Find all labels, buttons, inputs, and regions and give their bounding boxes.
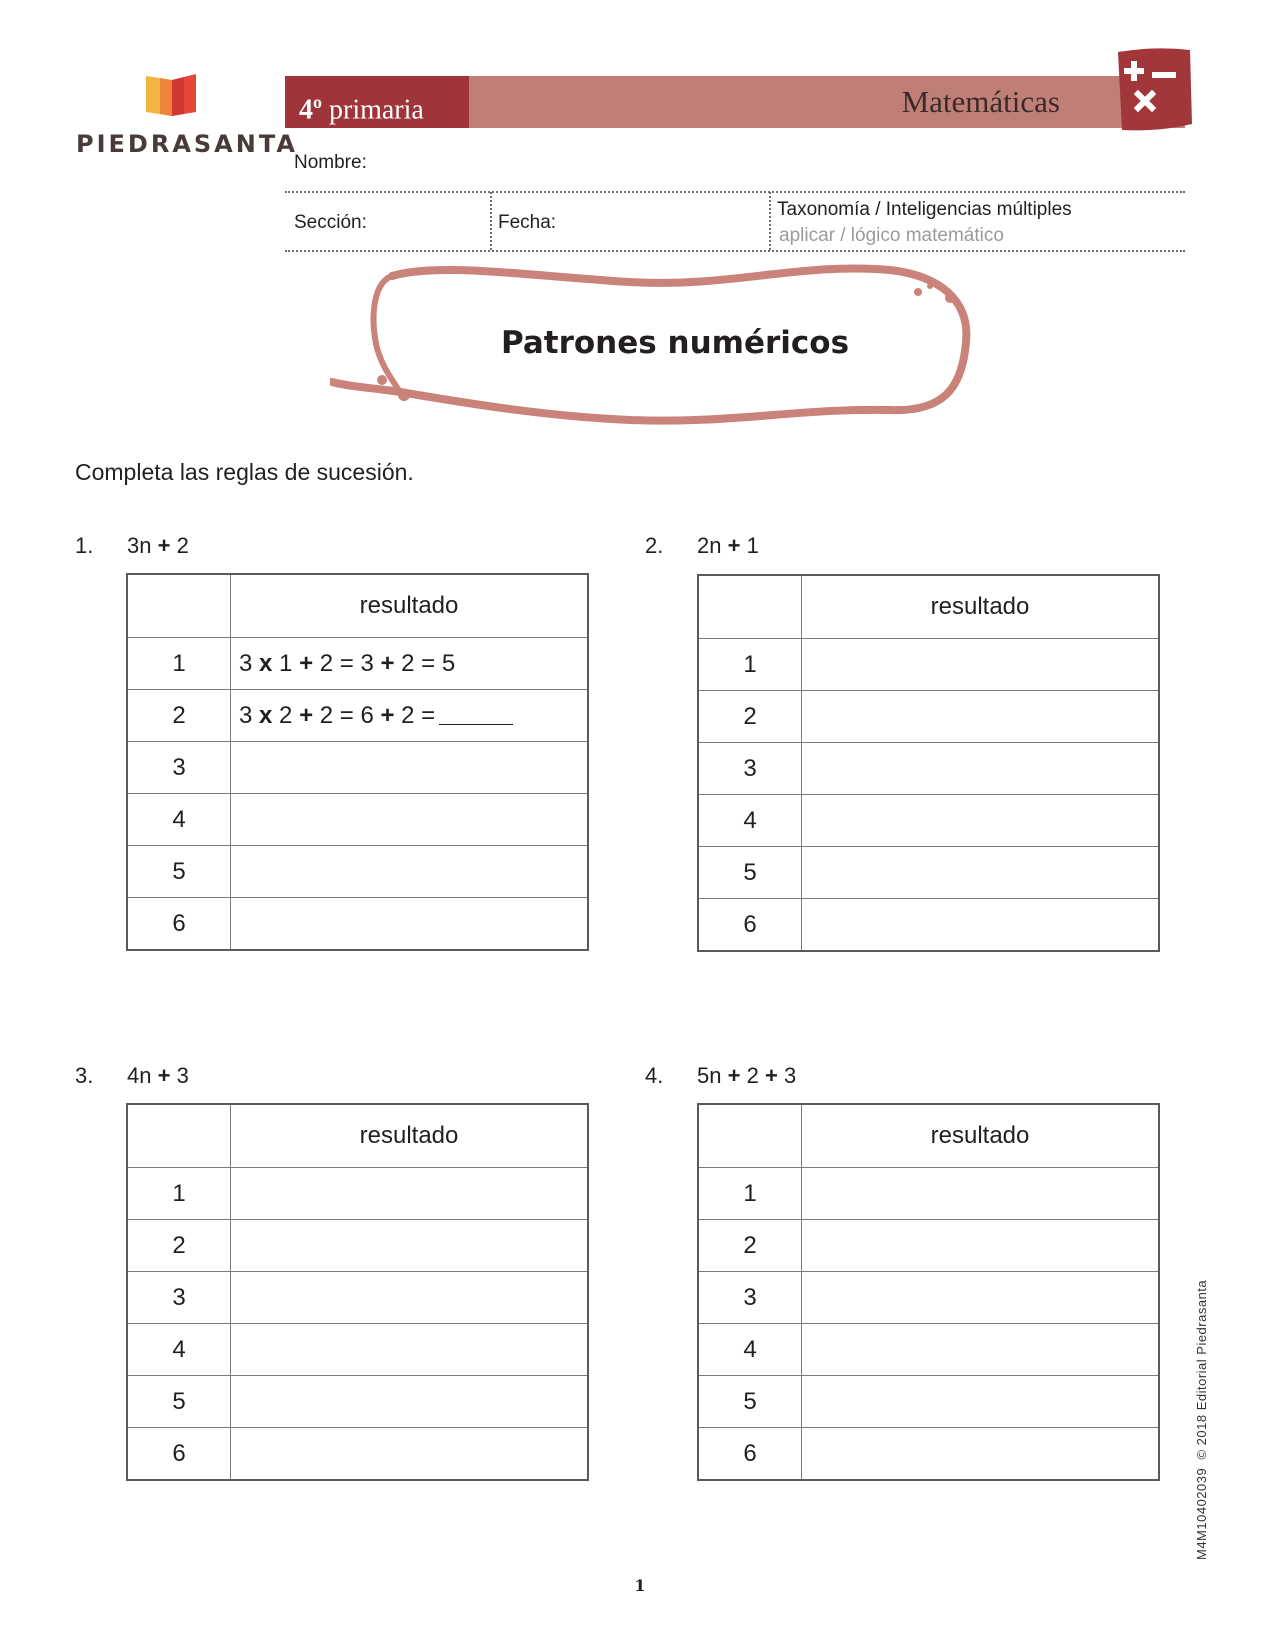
grade-label (285, 76, 469, 128)
row-result-cell[interactable] (231, 1272, 589, 1324)
exercise-3-label (75, 1063, 189, 1089)
math-operations-icon (1114, 46, 1194, 134)
exercise-number: 2. (645, 533, 664, 558)
table-row (698, 691, 1159, 743)
subject-title: Matemáticas (901, 84, 1060, 119)
row-index: 5 (698, 847, 802, 899)
row-result-cell[interactable] (231, 898, 589, 951)
divider-line (285, 250, 1185, 252)
row-result-cell[interactable] (231, 794, 589, 846)
row-index: 6 (127, 1428, 231, 1481)
row-index: 2 (698, 1220, 802, 1272)
table-row (698, 1220, 1159, 1272)
row-result-cell[interactable] (802, 1324, 1160, 1376)
table-row (127, 1220, 588, 1272)
row-index: 2 (127, 690, 231, 742)
table-row (127, 742, 588, 794)
row-index: 5 (698, 1376, 802, 1428)
page-number: 1 (634, 1576, 646, 1595)
table-header-row (127, 574, 588, 638)
row-index: 5 (127, 846, 231, 898)
row-index: 4 (127, 1324, 231, 1376)
table-row (698, 1168, 1159, 1220)
exercise-number: 3. (75, 1063, 94, 1088)
table-row (127, 1428, 588, 1481)
grade-number: 4 (299, 94, 313, 126)
row-index: 3 (127, 1272, 231, 1324)
seccion-field-label: Sección: (294, 212, 367, 233)
row-index: 6 (698, 1428, 802, 1481)
row-result-cell[interactable] (802, 795, 1160, 847)
table-header-n (698, 1104, 802, 1168)
row-index: 6 (127, 898, 231, 951)
table-row (698, 1376, 1159, 1428)
table-row (698, 1272, 1159, 1324)
divider-line (769, 192, 771, 250)
copyright-text: © 2018 Editorial Piedrasanta (1194, 1279, 1209, 1460)
row-index: 1 (698, 1168, 802, 1220)
exercise-4-label (645, 1063, 796, 1089)
row-result-partial[interactable]: 3 x 2 + 2 = 6 + 2 = (231, 690, 589, 742)
table-row (698, 795, 1159, 847)
taxonomia-label: Taxonomía / Inteligencias múltiples (777, 199, 1072, 220)
table-row (127, 794, 588, 846)
row-index: 3 (698, 743, 802, 795)
table-header-row (698, 575, 1159, 639)
row-result-worked-example: 3 x 1 + 2 = 3 + 2 = 5 (231, 638, 589, 690)
table-row (127, 1376, 588, 1428)
header-band (285, 76, 1185, 128)
row-result-cell[interactable] (802, 1428, 1160, 1481)
table-header-n (127, 1104, 231, 1168)
taxonomia-value: aplicar / lógico matemático (779, 225, 1004, 246)
table-row (127, 898, 588, 951)
row-index: 1 (127, 1168, 231, 1220)
table-header-result: resultado (231, 1104, 589, 1168)
product-code: M4M10402039 (1194, 1467, 1209, 1560)
row-index: 6 (698, 899, 802, 952)
row-result-cell[interactable] (231, 846, 589, 898)
row-result-cell[interactable] (802, 743, 1160, 795)
exercise-number: 1. (75, 533, 94, 558)
row-result-cell[interactable] (802, 1376, 1160, 1428)
row-index: 3 (698, 1272, 802, 1324)
table-row (698, 1428, 1159, 1481)
table-header-result: resultado (802, 575, 1160, 639)
row-result-cell[interactable] (802, 1272, 1160, 1324)
row-index: 3 (127, 742, 231, 794)
row-result-cell[interactable] (802, 639, 1160, 691)
table-row (127, 1324, 588, 1376)
table-header-result: resultado (231, 574, 589, 638)
table-row (127, 690, 588, 742)
exercise-1-label (75, 533, 189, 559)
exercise-4-table (697, 1103, 1160, 1481)
table-header-n (127, 574, 231, 638)
publication-code (1194, 1280, 1209, 1560)
row-index: 2 (127, 1220, 231, 1272)
row-index: 4 (127, 794, 231, 846)
divider-line (285, 191, 1185, 193)
table-row (127, 1168, 588, 1220)
row-index: 1 (698, 639, 802, 691)
row-index: 4 (698, 1324, 802, 1376)
row-result-cell[interactable] (231, 742, 589, 794)
row-index: 1 (127, 638, 231, 690)
table-row (698, 847, 1159, 899)
exercise-rule: 5n + 2 + 3 (697, 1063, 797, 1088)
table-row (698, 899, 1159, 952)
exercise-number: 4. (645, 1063, 664, 1088)
table-header-row (127, 1104, 588, 1168)
exercise-rule: 4n + 3 (127, 1063, 189, 1088)
row-index: 2 (698, 691, 802, 743)
row-result-cell[interactable] (231, 1376, 589, 1428)
instruction-text: Completa las reglas de sucesión. (75, 459, 414, 485)
table-header-result: resultado (802, 1104, 1160, 1168)
table-row (127, 638, 588, 690)
exercise-rule: 2n + 1 (697, 533, 759, 558)
book-logo-icon (76, 72, 286, 132)
grade-degree: o (313, 92, 322, 112)
row-result-cell[interactable] (802, 1168, 1160, 1220)
table-row (698, 639, 1159, 691)
table-row (127, 846, 588, 898)
row-result-cell[interactable] (231, 1220, 589, 1272)
fecha-field-label: Fecha: (498, 212, 557, 233)
exercise-3-table (126, 1103, 589, 1481)
row-result-cell[interactable] (802, 1220, 1160, 1272)
row-result-cell[interactable] (802, 847, 1160, 899)
brand-name: PIEDRASANTA (76, 130, 298, 158)
divider-line (490, 192, 492, 250)
table-row (698, 1324, 1159, 1376)
nombre-field-label: Nombre: (294, 152, 367, 173)
table-row (127, 1272, 588, 1324)
page-title: Patrones numéricos (500, 325, 850, 361)
grade-text: primaria (329, 94, 424, 126)
publisher-logo (76, 72, 298, 162)
row-result-cell[interactable] (802, 691, 1160, 743)
row-index: 4 (698, 795, 802, 847)
table-row (698, 743, 1159, 795)
exercise-2-label (645, 533, 759, 559)
exercise-2-table (697, 574, 1160, 952)
row-index: 5 (127, 1376, 231, 1428)
row-result-cell[interactable] (231, 1428, 589, 1481)
answer-blank[interactable] (439, 724, 513, 725)
exercise-rule: 3n + 2 (127, 533, 189, 558)
row-result-cell[interactable] (231, 1324, 589, 1376)
row-result-cell[interactable] (802, 899, 1160, 952)
table-header-row (698, 1104, 1159, 1168)
row-result-cell[interactable] (231, 1168, 589, 1220)
table-header-n (698, 575, 802, 639)
exercise-1-table (126, 573, 589, 951)
